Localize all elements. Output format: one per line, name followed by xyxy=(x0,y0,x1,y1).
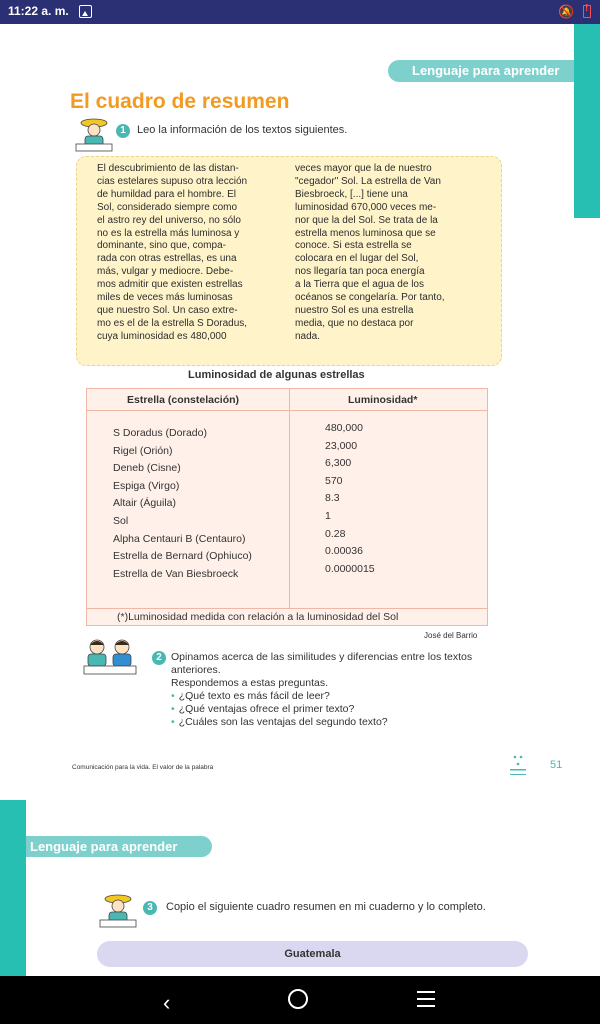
star-name: Rigel (Orión) xyxy=(113,444,173,457)
text-column-right: veces mayor que la de nuestro "cegador" Sol. La estrella de Van Biesbroeck, [...] tiene una luminosidad 670,000 veces me- nor que la del Sol. Se trata de la estrella menos luminosa que se conoce. Si esta estrella se colocara en el lugar del Sol, nos llegaría tan poca energía a la Tierra que el agua de los océanos se congelaría. Por tanto, nuestro Sol es una estrella media, que no destaca por nada. xyxy=(295,163,445,342)
star-name: Altair (Águila) xyxy=(113,497,177,510)
navigation-bar xyxy=(0,976,600,1024)
luminosity-value: 6,300 xyxy=(325,457,352,470)
table-row xyxy=(87,457,487,480)
step-instruction: Leo la información de los textos siguientes. xyxy=(137,124,348,136)
step-instruction: Copio el siguiente cuadro resumen en mi cuaderno y lo completo. xyxy=(166,901,486,913)
question-text: ¿Cuáles son las ventajas del segundo texto? xyxy=(178,716,388,728)
back-button[interactable]: ‹ xyxy=(163,990,171,1015)
step-number: 2 xyxy=(152,651,166,665)
table-row xyxy=(87,492,487,515)
reading-text-box xyxy=(76,156,502,366)
book-page-51 xyxy=(0,24,600,800)
luminosity-value: 0.28 xyxy=(325,527,346,540)
children-talking-icon xyxy=(82,638,138,678)
table-row xyxy=(87,545,487,568)
status-time: 11:22 a. m. xyxy=(8,4,69,18)
table-row xyxy=(87,509,487,533)
section-tag: Lenguaje para aprender xyxy=(26,836,212,857)
bullet-icon: • xyxy=(171,716,175,728)
battery-alert-icon xyxy=(583,5,591,18)
star-name: Deneb (Cisne) xyxy=(113,462,181,475)
star-name: Estrella de Van Biesbroeck xyxy=(113,567,239,580)
bullet-icon: • xyxy=(171,690,175,702)
table-row xyxy=(87,439,487,463)
question-item xyxy=(171,716,472,729)
luminosity-value: 0.0000015 xyxy=(325,562,375,575)
step-number: 3 xyxy=(143,901,157,915)
luminosity-value: 23,000 xyxy=(325,439,358,452)
mute-icon: 🔕 xyxy=(558,4,575,19)
text-column-left: El descubrimiento de las distan- cias estelares supuso otra lección de humildad para el hombre. El Sol, considerado siempre como el astro rey del universo, no sólo no es la estrella más luminosa y dominante, sino que, compa- rada con otras estrellas, es una más, vulgar y mediocre. Debe- mos admitir que existen estrellas miles de veces más luminosas que nuestro Sol. Un caso extre- mo es el de la estrella S Doradus, cuya luminosidad es 480,000 xyxy=(97,163,248,342)
table-header xyxy=(87,389,487,411)
table-row xyxy=(87,474,487,498)
table-footnote: (*)Luminosidad medida con relación a la luminosidad del Sol xyxy=(87,608,487,625)
discussion-block xyxy=(171,651,472,729)
menu-button[interactable] xyxy=(417,991,435,1007)
table-title: Luminosidad de algunas estrellas xyxy=(188,369,365,381)
luminosity-value: 8.3 xyxy=(325,492,340,505)
image-icon xyxy=(79,5,92,18)
status-bar xyxy=(0,0,600,24)
child-reading-icon xyxy=(74,116,114,154)
question-text: ¿Qué ventajas ofrece el primer texto? xyxy=(178,703,355,715)
author-credit: José del Barrio xyxy=(424,631,478,640)
page-gap xyxy=(0,775,600,800)
book-footer: Comunicación para la vida. El valor de la palabra xyxy=(72,764,214,771)
book-page-52 xyxy=(0,800,600,976)
section-tag: Lenguaje para aprender xyxy=(388,60,574,82)
child-reading-icon xyxy=(98,892,138,930)
discussion-line: Respondemos a estas preguntas. xyxy=(171,677,329,689)
luminosity-value: 0.00036 xyxy=(325,545,363,558)
star-name: Sol xyxy=(113,514,129,527)
page-title: El cuadro de resumen xyxy=(70,90,290,113)
step-number: 1 xyxy=(116,124,130,138)
luminosity-value: 480,000 xyxy=(325,422,363,434)
home-button[interactable] xyxy=(288,989,308,1009)
star-name: S Doradus (Dorado) xyxy=(113,427,207,439)
luminosity-value: 570 xyxy=(325,474,343,487)
column-header-luminosity: Luminosidad* xyxy=(348,394,418,406)
star-name: Estrella de Bernard (Ophiuco) xyxy=(113,550,252,563)
discussion-line: Opinamos acerca de las similitudes y diferencias entre los textos xyxy=(171,651,473,663)
page-edge-strip xyxy=(0,800,26,976)
page-number: 51 xyxy=(550,759,563,771)
page-edge-strip xyxy=(574,24,600,218)
question-text: ¿Qué texto es más fácil de leer? xyxy=(178,690,330,702)
question-item xyxy=(171,690,472,703)
table-row xyxy=(87,527,487,551)
bullet-icon: • xyxy=(171,703,175,715)
column-header-star: Estrella (constelación) xyxy=(127,394,240,406)
decorative-lines-icon xyxy=(509,755,527,777)
summary-box-header: Guatemala xyxy=(97,941,528,967)
discussion-line: anteriores. xyxy=(171,664,221,676)
table-row xyxy=(87,422,487,445)
question-item xyxy=(171,703,472,716)
table-row xyxy=(87,562,487,586)
star-name: Espiga (Virgo) xyxy=(113,479,180,492)
luminosity-value: 1 xyxy=(325,509,331,522)
star-name: Alpha Centauri B (Centauro) xyxy=(113,532,246,545)
table-body xyxy=(87,422,487,585)
luminosity-table xyxy=(86,388,488,626)
